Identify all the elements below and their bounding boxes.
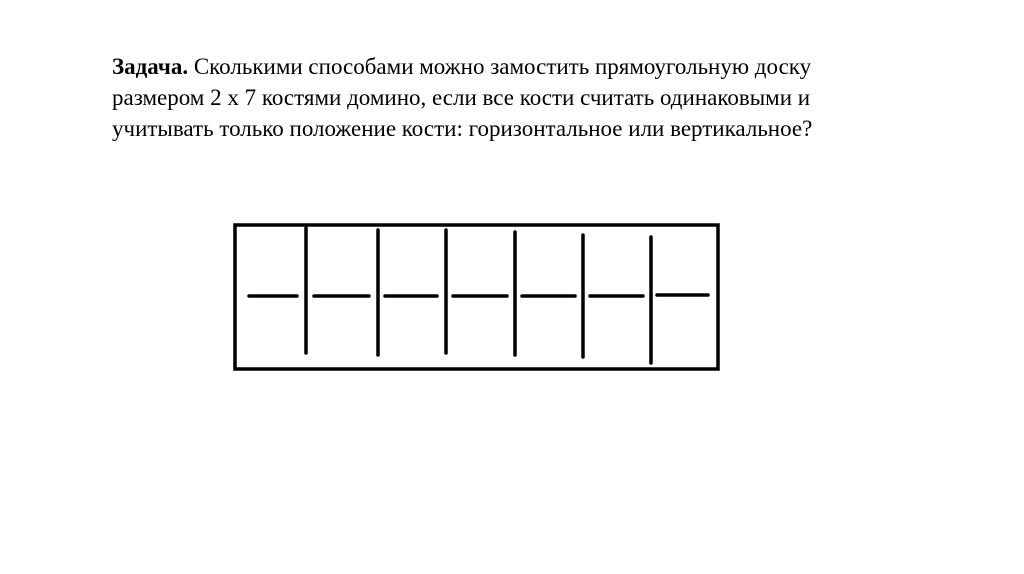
task-line-3: учитывать только положение кости: горизонтальное или вертикальное?: [112, 116, 813, 141]
task-label: Задача.: [112, 54, 189, 79]
task-line-1: Сколькими способами можно замостить прямоугольную доску: [193, 54, 812, 79]
task-line-2: размером 2 х 7 костями домино, если все кости считать одинаковыми и: [112, 85, 811, 110]
